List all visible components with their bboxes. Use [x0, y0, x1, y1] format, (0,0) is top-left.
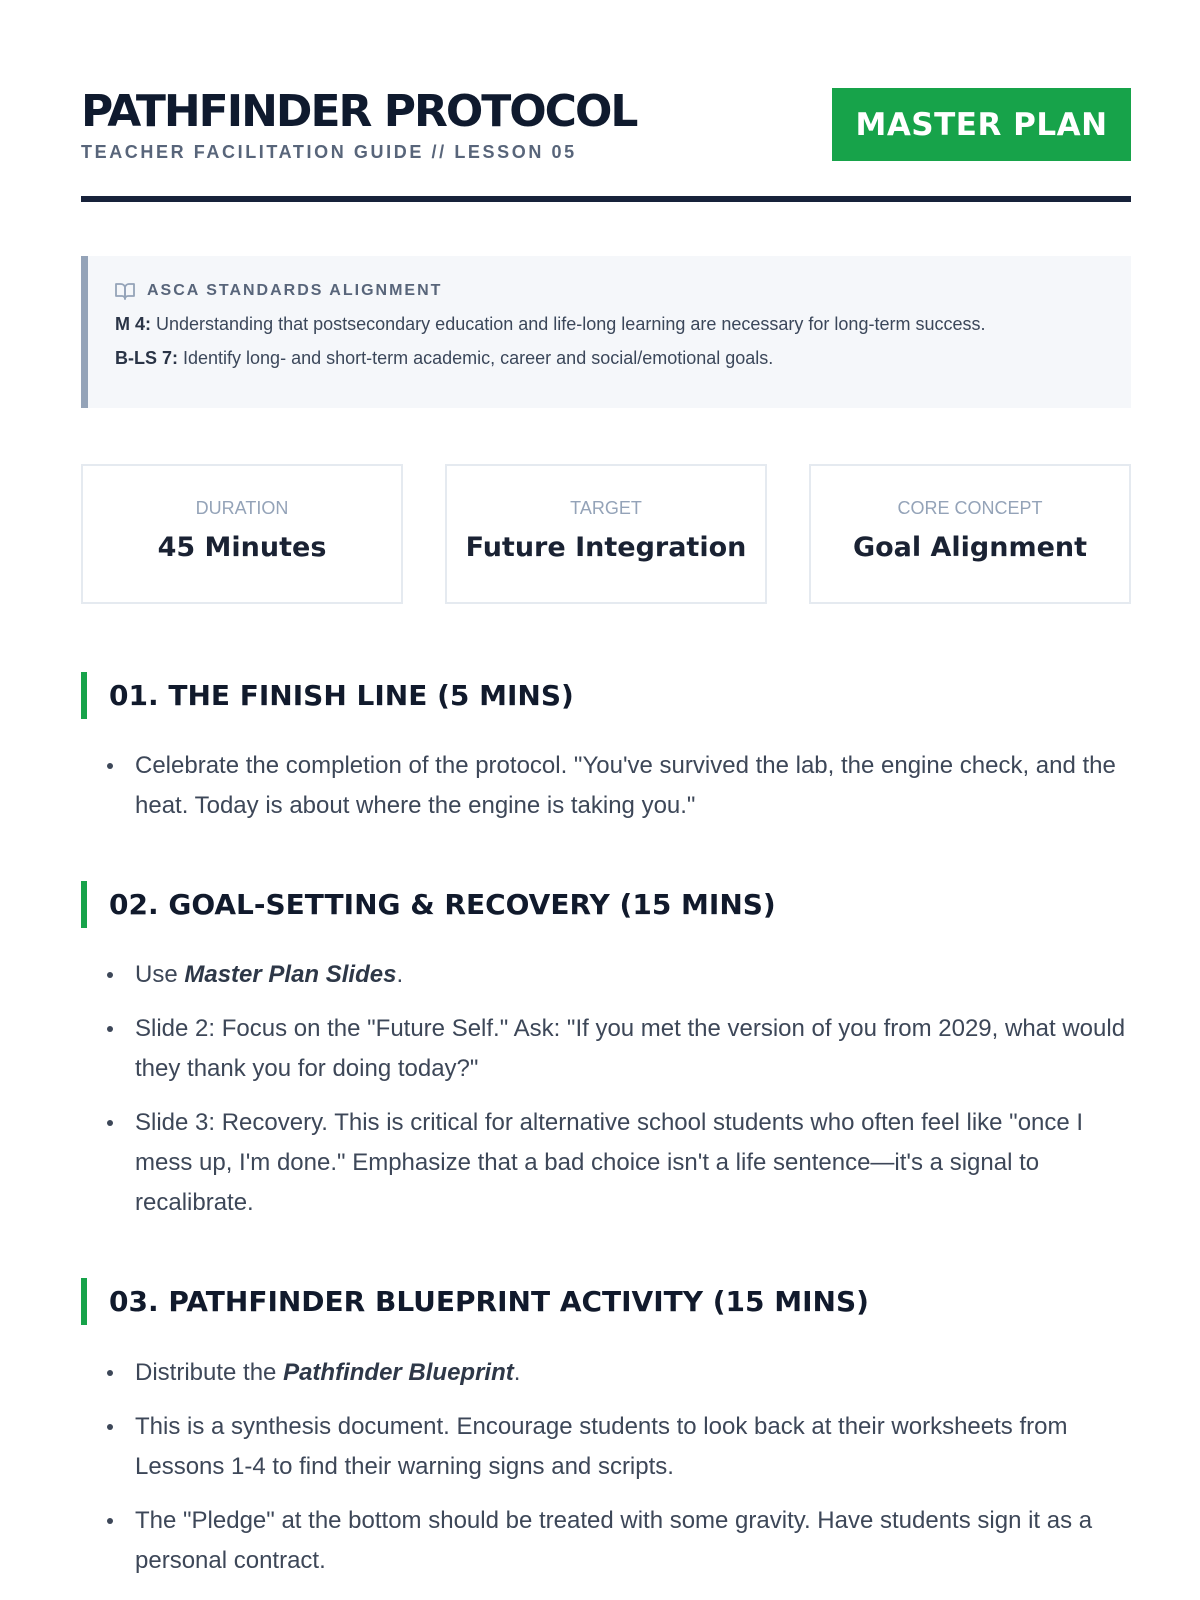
core-concept-card	[809, 464, 1131, 604]
list-item-text: .	[513, 1359, 521, 1386]
list-item: This is a synthesis document. Encourage students to look back at their worksheets from Lessons 1-4 to find their warning signs and scripts.	[135, 1407, 1135, 1487]
section-heading: 01. THE FINISH LINE (5 MINS)	[81, 672, 1131, 719]
card-value: 45 Minutes	[157, 532, 327, 563]
list-item	[135, 955, 1135, 995]
list-item	[135, 1353, 1135, 1393]
duration-card	[81, 464, 403, 604]
list-item-text: Distribute the	[135, 1359, 284, 1386]
standard-text: Understanding that postsecondary education and life-long learning are necessary for long-term success.	[151, 314, 986, 334]
page-subtitle: TEACHER FACILITATION GUIDE // LESSON 05	[81, 142, 577, 162]
standards-heading	[115, 282, 442, 300]
standard-item	[115, 348, 773, 369]
standards-alignment-box	[81, 256, 1131, 408]
list-item: The "Pledge" at the bottom should be treated with some gravity. Have students sign it as a personal contract.	[135, 1501, 1135, 1581]
list-item-emphasis: Master Plan Slides	[184, 961, 397, 988]
target-card	[445, 464, 767, 604]
header	[81, 86, 1131, 202]
card-label: TARGET	[570, 498, 642, 518]
list-item-text: .	[396, 961, 404, 988]
standards-heading-label: ASCA STANDARDS ALIGNMENT	[147, 282, 443, 299]
standard-code: M 4:	[115, 314, 151, 334]
list-item: Slide 2: Focus on the "Future Self." Ask: "If you met the version of you from 2029, what would they thank you for doing today?"	[135, 1009, 1135, 1089]
card-label: CORE CONCEPT	[897, 498, 1043, 518]
standard-code: B-LS 7:	[115, 348, 178, 368]
list-item: Slide 3: Recovery. This is critical for alternative school students who often feel like "once I mess up, I'm done." Emphasize that a bad choice isn't a life sentence—it's a signal to recalibrate.	[135, 1103, 1135, 1223]
card-value: Future Integration	[465, 532, 747, 563]
standard-item	[115, 314, 985, 335]
card-label: DURATION	[195, 498, 289, 518]
header-divider	[81, 196, 1131, 202]
standard-text: Identify long- and short-term academic, career and social/emotional goals.	[178, 348, 774, 368]
section-heading: 02. GOAL-SETTING & RECOVERY (15 MINS)	[81, 881, 1131, 928]
list-item-text: Use	[135, 961, 185, 988]
list-item: Celebrate the completion of the protocol. "You've survived the lab, the engine check, and the heat. Today is about where the engine is taking you."	[135, 746, 1135, 826]
list-item-emphasis: Pathfinder Blueprint	[283, 1359, 514, 1386]
book-open-icon	[115, 282, 135, 300]
card-value: Goal Alignment	[852, 532, 1088, 563]
page-title: PATHFINDER PROTOCOL	[81, 86, 637, 137]
section-heading: 03. PATHFINDER BLUEPRINT ACTIVITY (15 MINS)	[81, 1278, 1131, 1325]
master-plan-badge: MASTER PLAN	[832, 88, 1131, 161]
